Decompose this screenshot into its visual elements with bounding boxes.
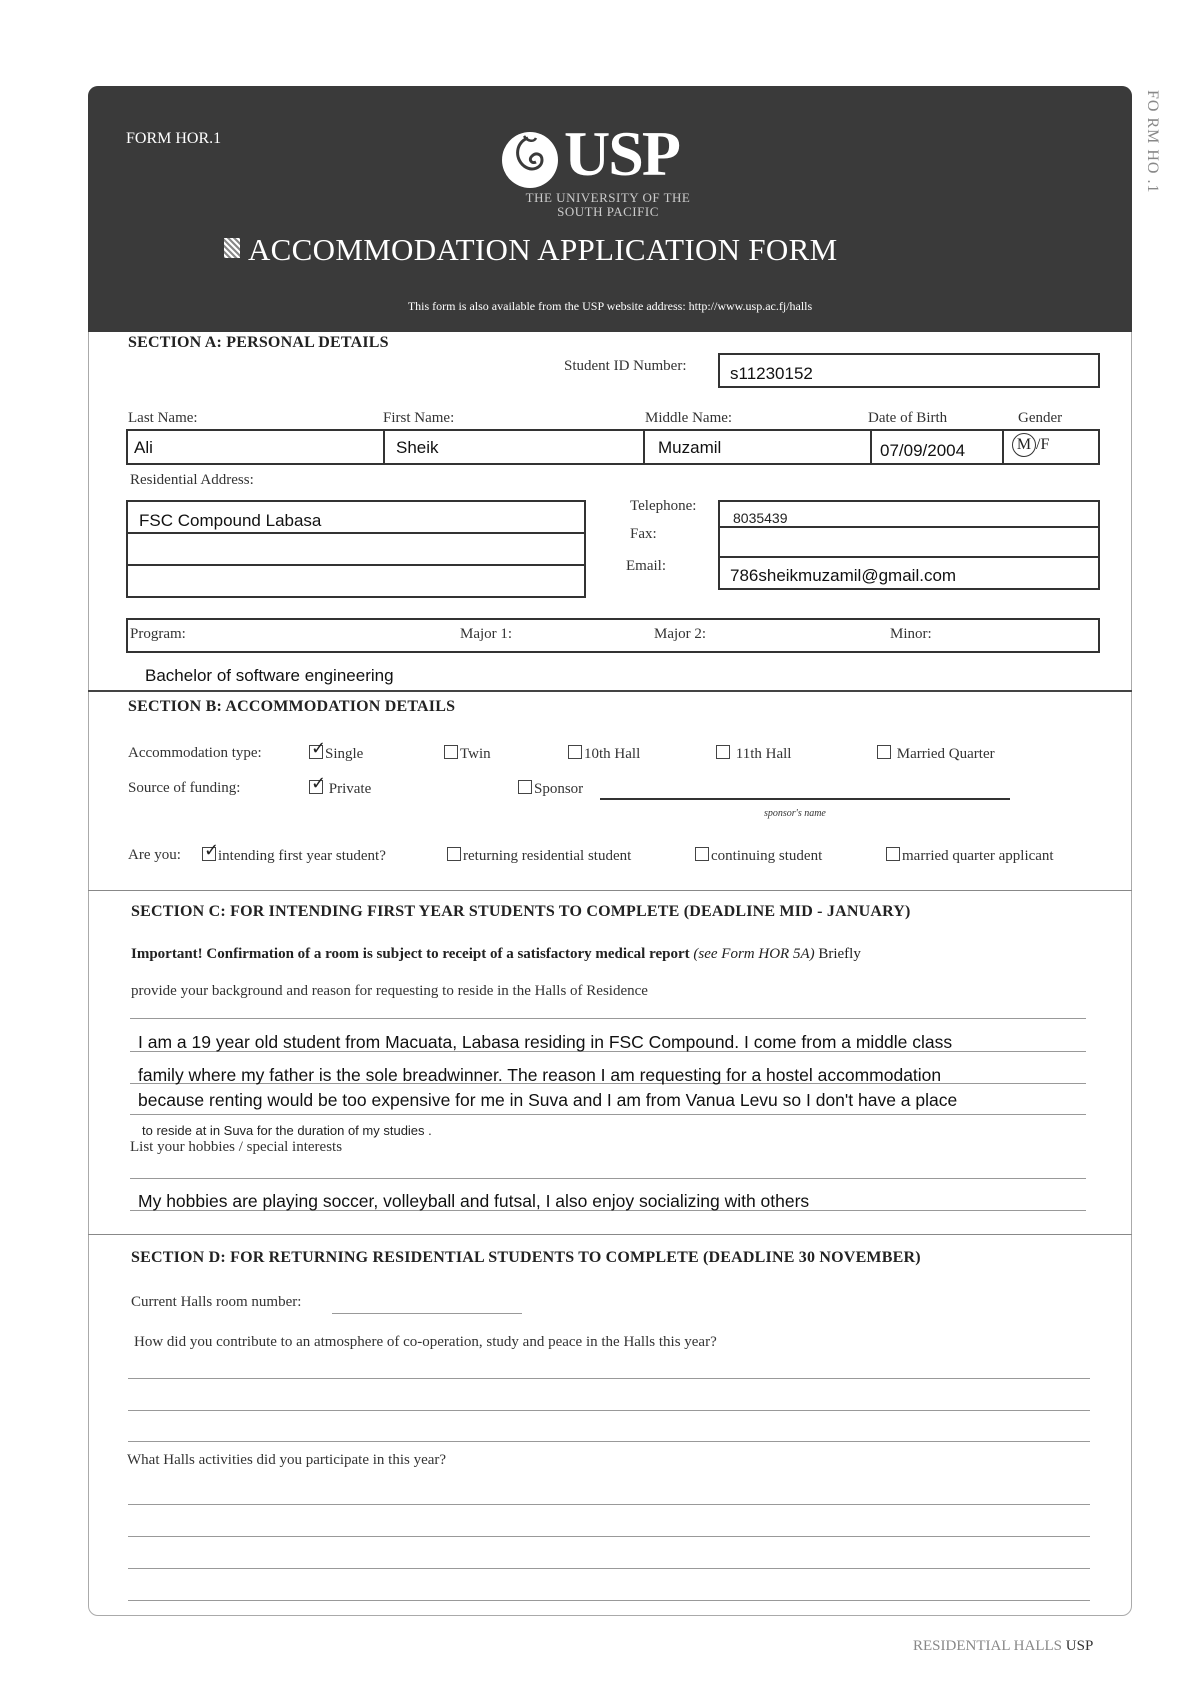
twin-label: Twin [460, 746, 491, 762]
contribution-rule-3[interactable] [128, 1441, 1090, 1442]
title-checker-icon [224, 238, 240, 258]
section-c-prompt [131, 946, 861, 963]
last-name-label: Last Name: [128, 410, 198, 426]
student-id-label: Student ID Number: [564, 358, 687, 374]
activities-rule-3[interactable] [128, 1568, 1090, 1569]
section-c-prompt-line2: provide your background and reason for requesting to reside in the Halls of Residence [131, 983, 648, 999]
side-tab-label: FO RM HO .1 [1144, 90, 1161, 194]
minor-label: Minor: [890, 626, 932, 642]
student-id-field[interactable] [718, 353, 1100, 388]
married-quarter-applicant-checkbox[interactable] [886, 847, 900, 861]
contribution-rule-2[interactable] [128, 1410, 1090, 1411]
middle-name-label: Middle Name: [645, 410, 733, 426]
important-note: Important! Confirmation of a room is subject to receipt of a satisfactory medical report [131, 946, 690, 962]
footer-brand: USP [1065, 1638, 1094, 1654]
option-single[interactable] [309, 738, 364, 763]
returning-resident-checkbox[interactable] [447, 847, 461, 861]
married-quarter-label: Married Quarter [896, 746, 995, 762]
option-intending-first-year[interactable] [202, 840, 386, 865]
telephone-label: Telephone: [630, 498, 697, 514]
usp-emblem-icon [498, 128, 562, 192]
section-b-heading: SECTION B: ACCOMMODATION DETAILS [128, 698, 456, 715]
11th-hall-checkbox[interactable] [716, 745, 730, 759]
section-c-heading: SECTION C: FOR INTENDING FIRST YEAR STUDENTS TO COMPLETE (DEADLINE MID - JANUARY) [131, 903, 911, 920]
option-married-quarter-applicant[interactable] [886, 847, 1054, 865]
intending-first-year-checkbox[interactable] [202, 840, 220, 861]
footer [913, 1638, 1093, 1655]
logo-text: USP [564, 118, 679, 189]
address-divider-1 [128, 532, 584, 534]
option-twin[interactable] [444, 745, 491, 763]
dob-field[interactable]: 07/09/2004 [880, 441, 966, 460]
activities-rule-2[interactable] [128, 1536, 1090, 1537]
answer-rule-3 [130, 1114, 1086, 1115]
private-checkbox[interactable] [309, 773, 327, 794]
room-number-label: Current Halls room number: [131, 1294, 302, 1310]
intending-first-year-label: intending first year student? [218, 848, 386, 864]
background-answer-line-3[interactable]: because renting would be too expensive for me in Suva and I am from Vanua Levu so I don't have a place [138, 1090, 958, 1110]
checkmark-icon: ✓ [311, 738, 327, 759]
10th-hall-checkbox[interactable] [568, 745, 582, 759]
email-field[interactable]: 786sheikmuzamil@gmail.com [730, 566, 957, 585]
website-note: This form is also available from the USP website address: http://www.usp.ac.fj/halls [407, 299, 813, 313]
sponsor-name-line[interactable] [600, 798, 1010, 800]
header-band [88, 86, 1132, 332]
gender-f-option[interactable]: F [1040, 436, 1050, 453]
section-a-divider [88, 690, 1132, 692]
section-c-divider [88, 1234, 1132, 1235]
checkmark-icon: ✓ [311, 773, 327, 794]
sponsor-name-caption: sponsor's name [764, 808, 826, 819]
section-a-heading: SECTION A: PERSONAL DETAILS [128, 334, 389, 351]
name-divider-1 [383, 429, 385, 465]
are-you-label: Are you: [128, 847, 181, 863]
program-value: Bachelor of software engineering [145, 666, 394, 685]
single-checkbox[interactable] [309, 738, 327, 759]
contribution-rule-1[interactable] [128, 1378, 1090, 1379]
contact-divider-2 [720, 556, 1098, 558]
activities-question: What Halls activities did you participate in this year? [127, 1452, 447, 1468]
section-b-divider [88, 890, 1132, 891]
background-answer-line-2[interactable]: family where my father is the sole breadwinner. The reason I am requesting for a hostel accommodation [138, 1065, 942, 1085]
gender-separator: / [1036, 436, 1041, 453]
name-divider-2 [643, 429, 645, 465]
form-code: FORM HOR.1 [126, 130, 222, 147]
middle-name-field[interactable]: Muzamil [658, 438, 722, 457]
hobbies-field[interactable]: My hobbies are playing soccer, volleyball and futsal, I also enjoy socializing with others [138, 1191, 810, 1211]
section-d-heading: SECTION D: FOR RETURNING RESIDENTIAL STUDENTS TO COMPLETE (DEADLINE 30 NOVEMBER) [131, 1249, 921, 1266]
sponsor-label: Sponsor [534, 781, 584, 797]
option-11th-hall[interactable] [716, 745, 791, 763]
option-returning-resident[interactable] [447, 847, 631, 865]
email-label: Email: [626, 558, 666, 574]
option-10th-hall[interactable] [568, 745, 640, 763]
address-line1: FSC Compound Labasa [139, 511, 322, 530]
option-private[interactable] [309, 773, 372, 798]
gender-label: Gender [1018, 410, 1063, 426]
gender-field[interactable] [1012, 433, 1049, 457]
married-quarter-checkbox[interactable] [877, 745, 891, 759]
university-name-line1: THE UNIVERSITY OF THE [525, 190, 691, 205]
footer-text: RESIDENTIAL HALLS [913, 1638, 1063, 1654]
contribution-question: How did you contribute to an atmosphere of co-operation, study and peace in the Halls this year? [134, 1334, 717, 1350]
activities-rule-4[interactable] [128, 1600, 1090, 1601]
address-divider-2 [128, 564, 584, 566]
major1-label: Major 1: [460, 626, 513, 642]
private-label: Private [328, 781, 372, 797]
10th-hall-label: 10th Hall [584, 746, 641, 762]
continuing-student-label: continuing student [711, 848, 823, 864]
accommodation-type-label: Accommodation type: [128, 745, 262, 761]
first-name-field[interactable]: Sheik [396, 438, 439, 457]
background-answer-line-4[interactable]: to reside at in Suva for the duration of my studies . [142, 1123, 432, 1138]
answer-rule-0 [130, 1018, 1086, 1019]
fax-label: Fax: [630, 526, 657, 542]
name-divider-4 [1002, 429, 1004, 465]
form-title: ACCOMMODATION APPLICATION FORM [248, 232, 838, 267]
option-married-quarter[interactable] [877, 745, 995, 763]
room-number-field[interactable] [332, 1313, 522, 1314]
residential-address-label: Residential Address: [130, 472, 254, 488]
telephone-field[interactable]: 8035439 [733, 510, 788, 526]
hobbies-rule-1 [130, 1178, 1086, 1179]
activities-rule-1[interactable] [128, 1504, 1090, 1505]
funding-label: Source of funding: [128, 780, 241, 796]
name-divider-3 [870, 429, 872, 465]
university-name-line2: SOUTH PACIFIC [557, 204, 659, 219]
last-name-field[interactable]: Ali [134, 438, 153, 457]
program-box[interactable] [126, 618, 1100, 653]
student-id-value: s11230152 [730, 364, 813, 383]
first-name-label: First Name: [383, 410, 455, 426]
fax-field[interactable] [722, 530, 1096, 554]
twin-checkbox[interactable] [444, 745, 458, 759]
hobbies-label: List your hobbies / special interests [130, 1139, 343, 1155]
continuing-student-checkbox[interactable] [695, 847, 709, 861]
single-label: Single [325, 746, 364, 762]
gender-m-option[interactable]: M [1012, 433, 1036, 457]
checkmark-icon: ✓ [204, 840, 220, 861]
background-answer-line-1[interactable]: I am a 19 year old student from Macuata, Labasa residing in FSC Compound. I come from a middle class [138, 1032, 953, 1052]
prompt-tail: Briefly [818, 946, 861, 962]
contact-divider-1 [720, 526, 1098, 528]
11th-hall-label: 11th Hall [735, 746, 792, 762]
option-continuing-student[interactable] [695, 847, 822, 865]
sponsor-checkbox[interactable] [518, 780, 532, 794]
returning-resident-label: returning residential student [463, 848, 632, 864]
dob-label: Date of Birth [868, 410, 948, 426]
option-sponsor[interactable] [518, 780, 583, 798]
married-quarter-applicant-label: married quarter applicant [902, 848, 1054, 864]
program-label: Program: [130, 626, 186, 642]
form-reference: (see Form HOR 5A) [693, 946, 815, 962]
major2-label: Major 2: [654, 626, 707, 642]
